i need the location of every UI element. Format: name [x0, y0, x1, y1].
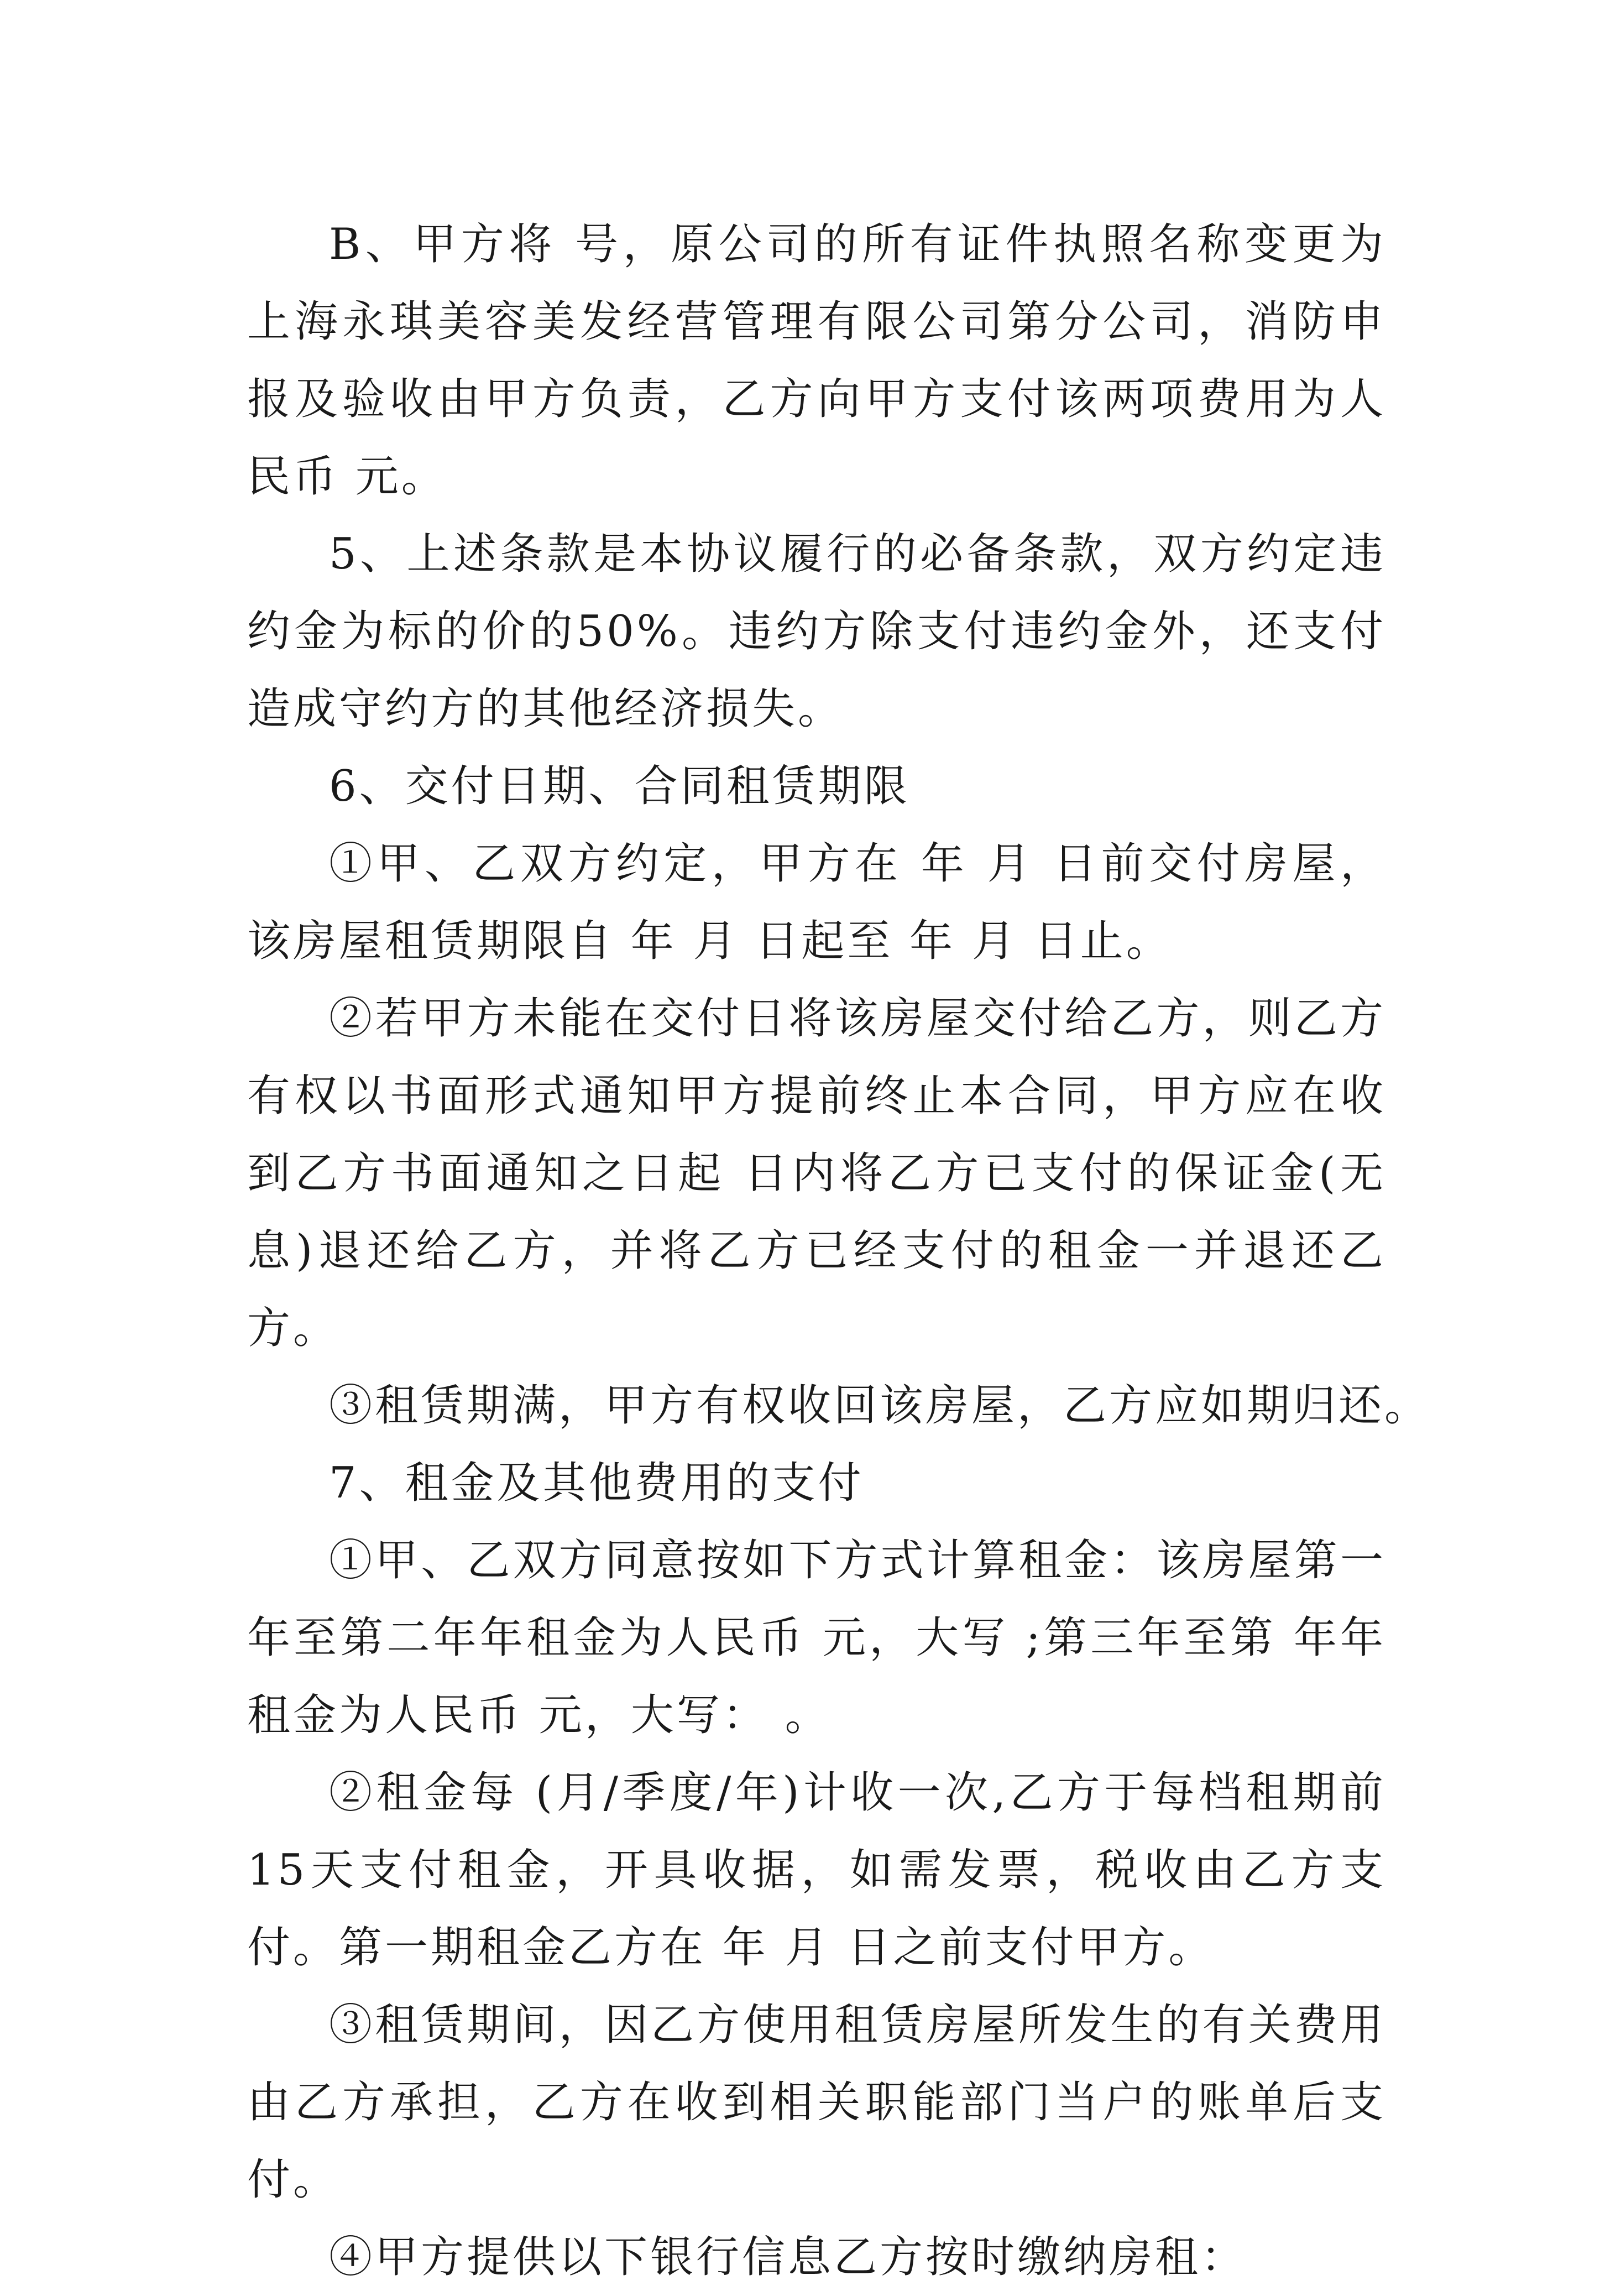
document-body	[247, 206, 1431, 2296]
paragraph-name-change: B、甲方将 号，原公司的所有证件执照名称变更为上海永琪美容美发经营管理有限公司第分公司，消防申报及验收由甲方负责，乙方向甲方支付该两项费用为人民币 元。	[247, 220, 1386, 502]
paragraph-lease-expiry: ③租赁期满，甲方有权收回该房屋，乙方应如期归还。	[329, 1381, 1431, 1431]
section-heading-delivery-term: 6、交付日期、合同租赁期限	[329, 761, 910, 811]
section-heading-rent-payment: 7、租金及其他费用的支付	[329, 1458, 864, 1508]
paragraph-lease-expenses: ③租赁期间，因乙方使用租赁房屋所发生的有关费用由乙方承担，乙方在收到相关职能部门当户的账单后支付。	[247, 2000, 1386, 2205]
paragraph-bank-info: ④甲方提供以下银行信息乙方按时缴纳房租：	[329, 2232, 1247, 2282]
paragraph-rent-schedule: ②租金每 (月/季度/年)计收一次,乙方于每档租期前15天支付租金，开具收据，如需发票，税收由乙方支付。第一期租金乙方在 年 月 日之前支付甲方。	[247, 1768, 1386, 1973]
paragraph-delivery-failure: ②若甲方未能在交付日将该房屋交付给乙方，则乙方有权以书面形式通知甲方提前终止本合同，甲方应在收到乙方书面通知之日起 日内将乙方已支付的保证金(无息)退还给乙方，并将乙方已经支付的租金一并退还乙方。	[247, 994, 1386, 1353]
paragraph-rent-calculation: ①甲、乙双方同意按如下方式计算租金：该房屋第一年至第二年年租金为人民币 元，大写 ;第三年至第 年年租金为人民币 元，大写： 。	[247, 1536, 1386, 1740]
paragraph-delivery-date: ①甲、乙双方约定，甲方在 年 月 日前交付房屋，该房屋租赁期限自 年 月 日起至 年 月 日止。	[247, 839, 1386, 966]
paragraph-penalty-clause: 5、上述条款是本协议履行的必备条款，双方约定违约金为标的价的50%。违约方除支付违约金外，还支付造成守约方的其他经济损失。	[247, 529, 1386, 734]
